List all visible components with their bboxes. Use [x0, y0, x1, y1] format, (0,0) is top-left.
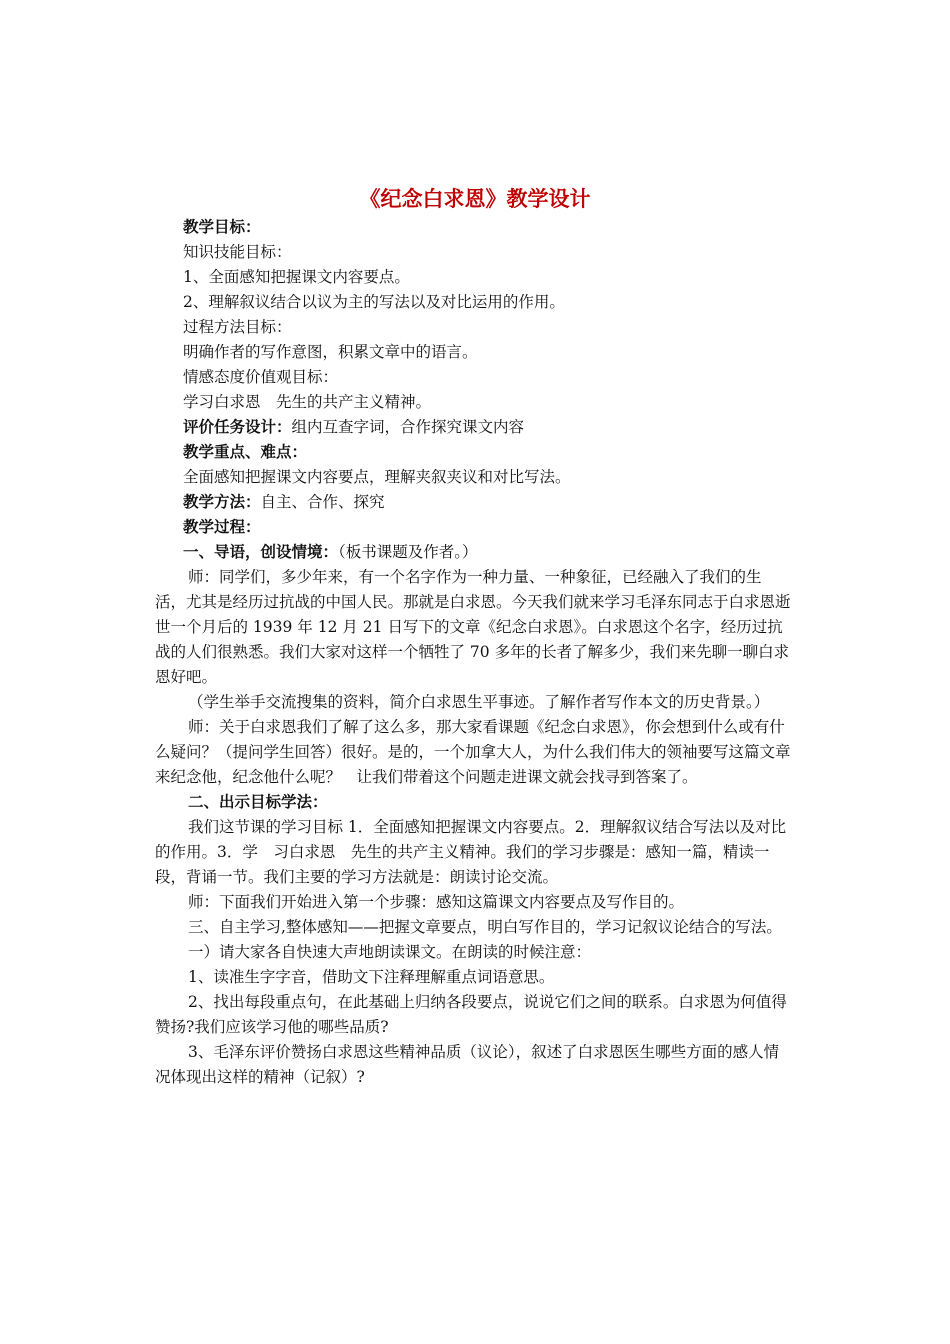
paragraph: （学生举手交流搜集的资料，简介白求恩生平事迹。了解作者写作本文的历史背景。） [188, 693, 770, 711]
list-item: 3、毛泽东评价赞扬白求恩这些精神品质（议论），叙述了白求恩医生哪些方面的感人情况体现出这样的精神（记叙）? [155, 1043, 780, 1086]
knowledge-item: 2、理解叙议结合以议为主的写法以及对比运用的作用。 [183, 293, 565, 311]
paragraph: 师：同学们，多少年来，有一个名字作为一种力量、一种象征，已经融入了我们的生活，尤其是经历过抗战的中国人民。那就是白求恩。今天我们就来学习毛泽东同志于白求恩逝世一个月后的 1939 年 12 月 21 日写下的文章《纪念白求恩》。白求恩这个名字，经历过抗战的人们很熟悉。我们大家对这样一个牺牲了 70 多年的长者了解多少，我们来先聊一聊白求恩好吧。 [155, 568, 791, 686]
section1-heading [155, 540, 791, 565]
emotion-heading: 情感态度价值观目标： [183, 368, 339, 386]
knowledge-item: 1、全面感知把握课文内容要点。 [183, 268, 410, 286]
method-label: 教学方法： [183, 493, 261, 511]
list-item: 1、读准生字字音，借助文下注释理解重点词语意思。 [188, 968, 555, 986]
process-heading: 过程方法目标： [183, 318, 292, 336]
teaching-process-heading: 教学过程： [183, 518, 261, 536]
paragraph: 师：下面我们开始进入第一个步骤：感知这篇课文内容要点及写作目的。 [188, 893, 685, 911]
paragraph: 我们这节课的学习目标 1．全面感知把握课文内容要点。2．理解叙议结合写法以及对比的作用。3．学 习白求恩 先生的共产主义精神。我们的学习步骤是：感知一篇，精读一段，背诵一节。我们主要的学习方法就是：朗读讨论交流。 [155, 818, 787, 886]
list-item: 2、找出每段重点句，在此基础上归纳各段要点，说说它们之间的联系。白求恩为何值得赞扬?我们应该学习他的哪些品质? [155, 993, 787, 1036]
process-text: 明确作者的写作意图，积累文章中的语言。 [183, 343, 478, 361]
evaluation-line [155, 415, 791, 440]
evaluation-label: 评价任务设计： [183, 418, 292, 436]
section3-subheading: 一）请大家各自快速大声地朗读课文。在朗读的时候注意： [188, 943, 592, 961]
evaluation-text: 组内互查字词，合作探究课文内容 [291, 418, 525, 436]
method-text: 自主、合作、探究 [260, 493, 385, 511]
paragraph: 师：关于白求恩我们了解了这么多，那大家看课题《纪念白求恩》，你会想到什么或有什么疑问？（提问学生回答）很好。是的，一个加拿大人，为什么我们伟大的领袖要写这篇文章来纪念他，纪念他什么呢？ 让我们带着这个问题走进课文就会找寻到答案了。 [155, 718, 791, 786]
objectives-heading: 教学目标： [183, 218, 261, 236]
section3-heading: 三、自主学习,整体感知——把握文章要点，明白写作目的，学习记叙议论结合的写法。 [188, 918, 782, 936]
document-body [155, 215, 791, 1090]
document-title: 《纪念白求恩》教学设计 [359, 187, 591, 211]
section1-label: 一、导语，创设情境： [183, 543, 339, 561]
method-line [155, 490, 791, 515]
knowledge-heading: 知识技能目标： [183, 243, 292, 261]
key-points-label: 教学重点、难点： [183, 443, 308, 461]
section2-heading: 二、出示目标学法： [188, 793, 328, 811]
emotion-text: 学习白求恩 先生的共产主义精神。 [183, 393, 432, 411]
section1-note: （板书课题及作者。） [338, 543, 478, 561]
key-points-text: 全面感知把握课文内容要点，理解夹叙夹议和对比写法。 [183, 468, 571, 486]
